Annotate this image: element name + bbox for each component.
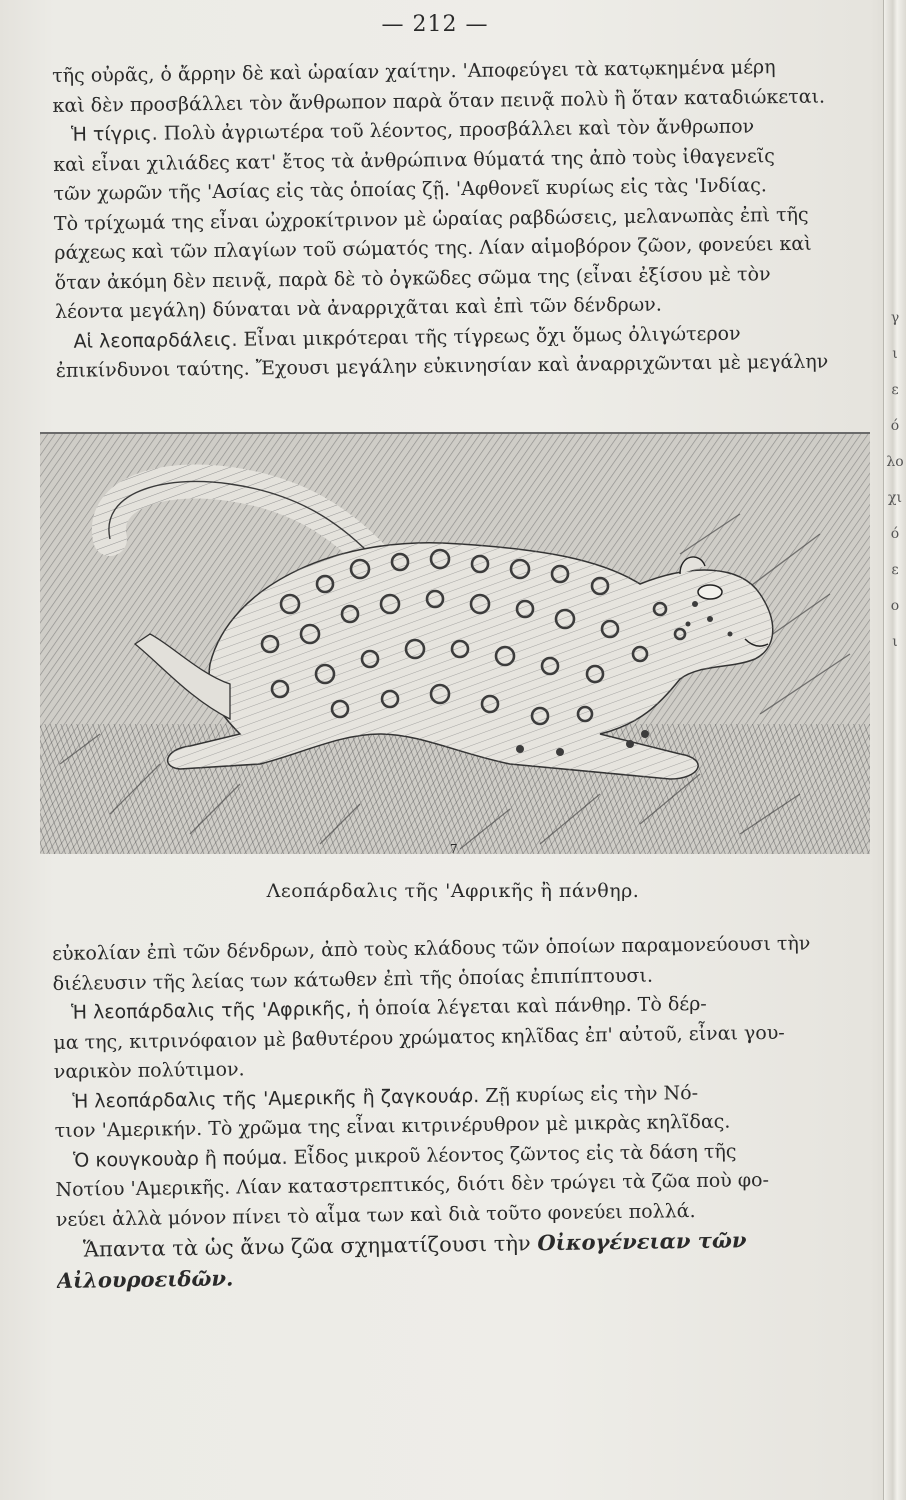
edge-letter: ι (892, 634, 898, 650)
text-line: τῆς οὐρᾶς, ὁ ἄρρην δὲ καὶ ὡραίαν χαίτην. 'Αποφεύγει τὰ κατῳκημένα μέρη (52, 56, 776, 87)
text-line: Εἶδος μικροῦ λέοντος ζῶντος εἰς τὰ δάση τῆς (287, 1139, 737, 1169)
closing-text: Ἅπαντα τὰ ὡς ἄνω ζῶα σχηματίζουσι τὴν (82, 1231, 538, 1262)
edge-letter: ο (890, 598, 900, 614)
figure-caption: Λεοπάρδαλις τῆς 'Αφρικῆς ἢ πάνθηρ. (266, 880, 640, 902)
edge-letter: ε (891, 562, 899, 578)
text-line: εὐκολίαν ἐπὶ τῶν δένδρων, ἀπὸ τοὺς κλάδους τῶν ὁποίων παραμονεύουσι τὴν (52, 932, 811, 965)
africa-heading: Ἡ λεοπάρδαλις τῆς 'Αφρικῆς, (70, 997, 352, 1024)
edge-letter: ε (891, 382, 899, 398)
text-line: διέλευσιν τῆς λείας των κάτωθεν ἐπὶ τῆς ὁποίας ἐπιπίπτουσι. (52, 964, 654, 995)
text-line: λέοντα μεγάλη) δύναται νὰ ἀναρριχᾶται καὶ ἐπὶ τῶν δένδρων. (54, 293, 662, 323)
text-line: ράχεως καὶ τῶν πλαγίων τοῦ σώματός της. Λίαν αἱμοβόρον ζῶον, φονεύει καὶ (54, 232, 812, 264)
text-line: Εἶναι μικρότεραι τῆς τίγρεως ὄχι ὅμως ὀλιγώτερον (237, 322, 741, 351)
text-line: ἡ ὁποία λέγεται καὶ πάνθηρ. Τὸ δέρ- (351, 992, 707, 1020)
leopard-illustration (40, 432, 870, 854)
text-line: ναρικὸν πολύτιμον. (53, 1058, 245, 1083)
text-line: Πολὺ ἀγριωτέρα τοῦ λέοντος, προσβάλλει καὶ τὸν ἄνθρωπον (157, 115, 755, 145)
page-number: — 212 — (381, 12, 489, 37)
leopard-heading: Αἱ λεοπαρδάλεις. (73, 328, 238, 353)
edge-letter: ό (890, 418, 900, 434)
closing-italic-2: Αἰλουροειδῶν. (56, 1265, 234, 1293)
edge-letter: χι (888, 490, 902, 506)
text-line: νεύει ἀλλὰ μόνον πίνει τὸ αἷμα των καὶ διὰ τοῦτο φονεύει πολλά. (55, 1199, 696, 1231)
text-line: Νοτίου 'Αμερικῆς. Λίαν καταστρεπτικός, διότι δὲν τρώγει τὰ ζῶα ποὺ φο- (55, 1169, 770, 1201)
text-block-bottom (52, 928, 887, 1295)
text-line: τιον 'Αμερικήν. Τὸ χρῶμα της εἶναι κιτρινέρυθρον μὲ μικρὰς κηλῖδας. (54, 1110, 731, 1142)
text-line: καὶ δὲν προσβάλλει τὸν ἄνθρωπον παρὰ ὅταν πεινᾷ πολὺ ἢ ὅταν καταδιώκεται. (52, 85, 826, 117)
edge-letter: λο (886, 454, 904, 470)
america-heading: Ἡ λεοπάρδαλις τῆς 'Αμερικῆς ἢ ζαγκουάρ. (72, 1084, 480, 1113)
text-line: ὅταν ἀκόμη δὲν πεινᾷ, παρὰ δὲ τὸ ὀγκῶδες σῶμα της (εἶναι ἐξίσου μὲ τὸν (54, 262, 771, 294)
text-line: Ζῇ κυρίως εἰς τὴν Νό- (479, 1081, 699, 1107)
edge-letter: γ (890, 310, 900, 326)
text-line: ἐπικίνδυνοι ταύτης. Ἔχουσι μεγάλην εὐκινησίαν καὶ ἀναρριχῶνται μὲ μεγάλην (55, 350, 829, 382)
cougar-heading: Ὁ κουγκουὰρ ἢ πούμα. (73, 1146, 288, 1172)
figure-mark: 7 (450, 842, 458, 856)
text-line: μα της, κιτρινόφαιον μὲ βαθυτέρου χρώματος κηλῖδας ἐπ' αὐτοῦ, εἶναι γου- (53, 1021, 785, 1054)
text-block-top (52, 52, 886, 387)
edge-letter: ό (890, 526, 900, 542)
text-line: τῶν χωρῶν τῆς 'Ασίας εἰς τὰς ὁποίας ζῇ. 'Αφθονεῖ κυρίως εἰς τὰς 'Ινδίας. (53, 174, 767, 205)
text-line: καὶ εἶναι χιλιάδες κατ' ἔτος τὰ ἀνθρώπινα θύματά της ἀπὸ τοὺς ἰθαγενεῖς (53, 144, 775, 176)
tiger-heading: Ἡ τίγρις. (70, 122, 158, 146)
edge-letter: ι (892, 346, 898, 362)
closing-italic-1: Οἰκογένειαν τῶν (537, 1227, 747, 1256)
text-line: Τὸ τρίχωμά της εἶναι ὠχροκίτρινον μὲ ὡραίας ραβδώσεις, μελανωπὰς ἐπὶ τῆς (53, 203, 809, 235)
edge-letters (886, 300, 904, 660)
